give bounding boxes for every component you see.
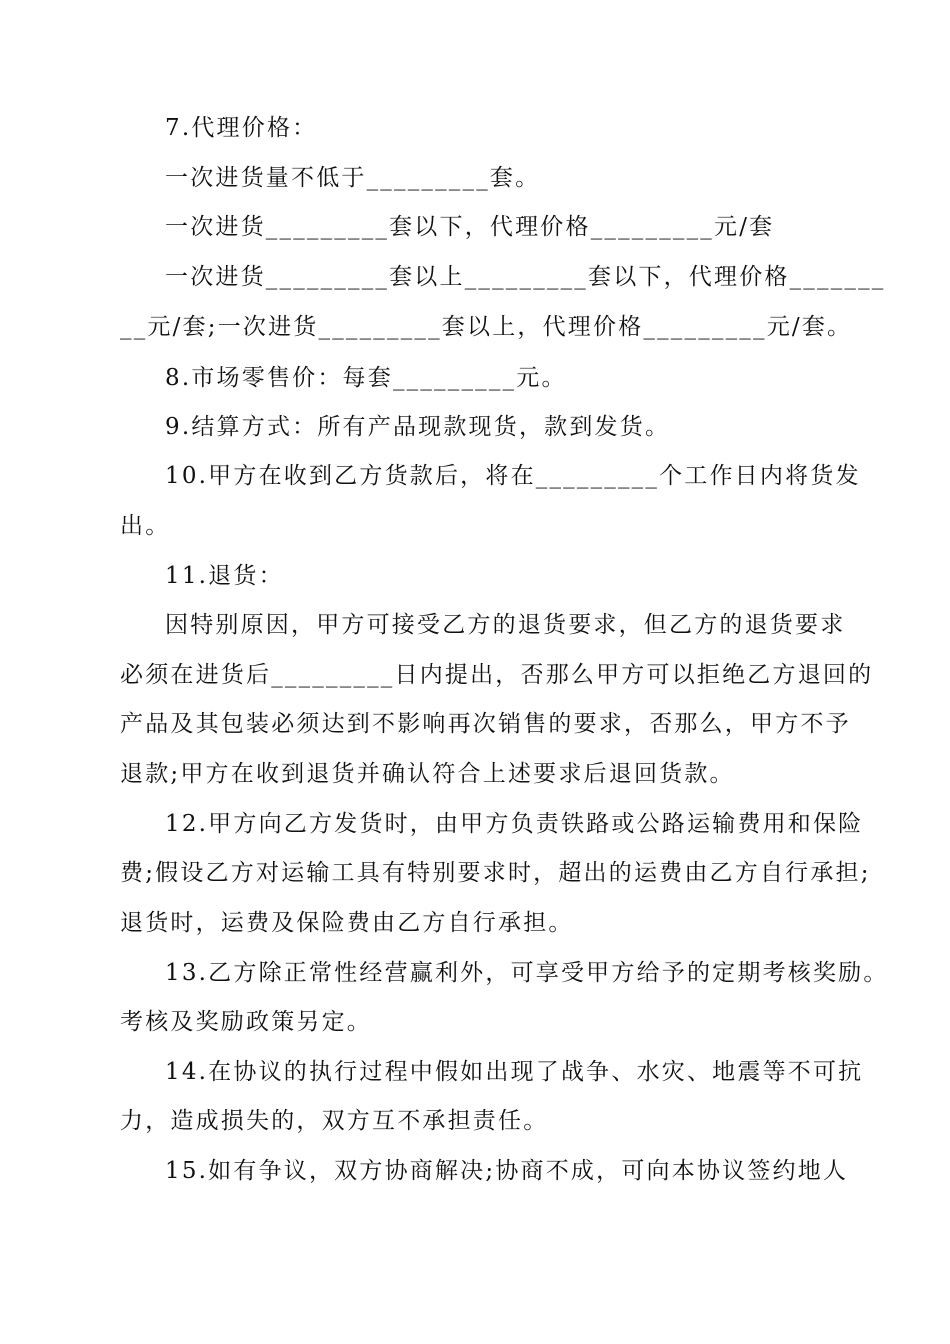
clause-11-line-4: 退款;甲方在收到退货并确认符合上述要求后退回货款。: [120, 761, 735, 787]
clause-13-line-2: 考核及奖励政策另定。: [120, 1009, 372, 1035]
clause-7-price-tier-1: 一次进货_________套以下，代理价格_________元/套: [165, 214, 775, 240]
clause-7-price-tier-3: __元/套;一次进货_________套以上，代理价格_________元/套。: [120, 314, 853, 340]
clause-8-retail-price: 8.市场零售价：每套_________元。: [165, 365, 567, 391]
clause-10-line-2: 出。: [120, 513, 171, 539]
clause-9-settlement: 9.结算方式：所有产品现款现货，款到发货。: [165, 414, 671, 440]
clause-10-line-1: 10.甲方在收到乙方货款后，将在_________个工作日内将货发: [165, 463, 861, 489]
clause-11-line-2: 必须在进货后_________日内提出，否那么甲方可以拒绝乙方退回的: [120, 662, 874, 688]
clause-15-line-1: 15.如有争议，双方协商解决;协商不成，可向本协议签约地人: [165, 1158, 849, 1184]
clause-11-line-3: 产品及其包装必须达到不影响再次销售的要求，否那么，甲方不予: [120, 711, 851, 737]
clause-12-line-2: 费;假设乙方对运输工具有特别要求时，超出的运费由乙方自行承担;: [120, 860, 871, 886]
clause-13-line-1: 13.乙方除正常性经营赢利外，可享受甲方给予的定期考核奖励。: [165, 960, 889, 986]
clause-14-line-2: 力，造成损失的，双方互不承担责任。: [120, 1108, 549, 1134]
clause-12-line-3: 退货时，运费及保险费由乙方自行承担。: [120, 910, 574, 936]
clause-12-line-1: 12.甲方向乙方发货时，由甲方负责铁路或公路运输费用和保险: [165, 811, 864, 837]
clause-7-price-tier-2: 一次进货_________套以上_________套以下，代理价格_______: [165, 264, 886, 290]
clause-14-line-1: 14.在协议的执行过程中假如出现了战争、水灾、地震等不可抗: [165, 1059, 864, 1085]
clause-11-line-1: 因特别原因，甲方可接受乙方的退货要求，但乙方的退货要求: [165, 612, 846, 638]
clause-7-heading: 7.代理价格：: [165, 115, 318, 141]
clause-11-heading: 11.退货：: [165, 563, 284, 589]
clause-7-min-order: 一次进货量不低于_________套。: [165, 165, 541, 191]
